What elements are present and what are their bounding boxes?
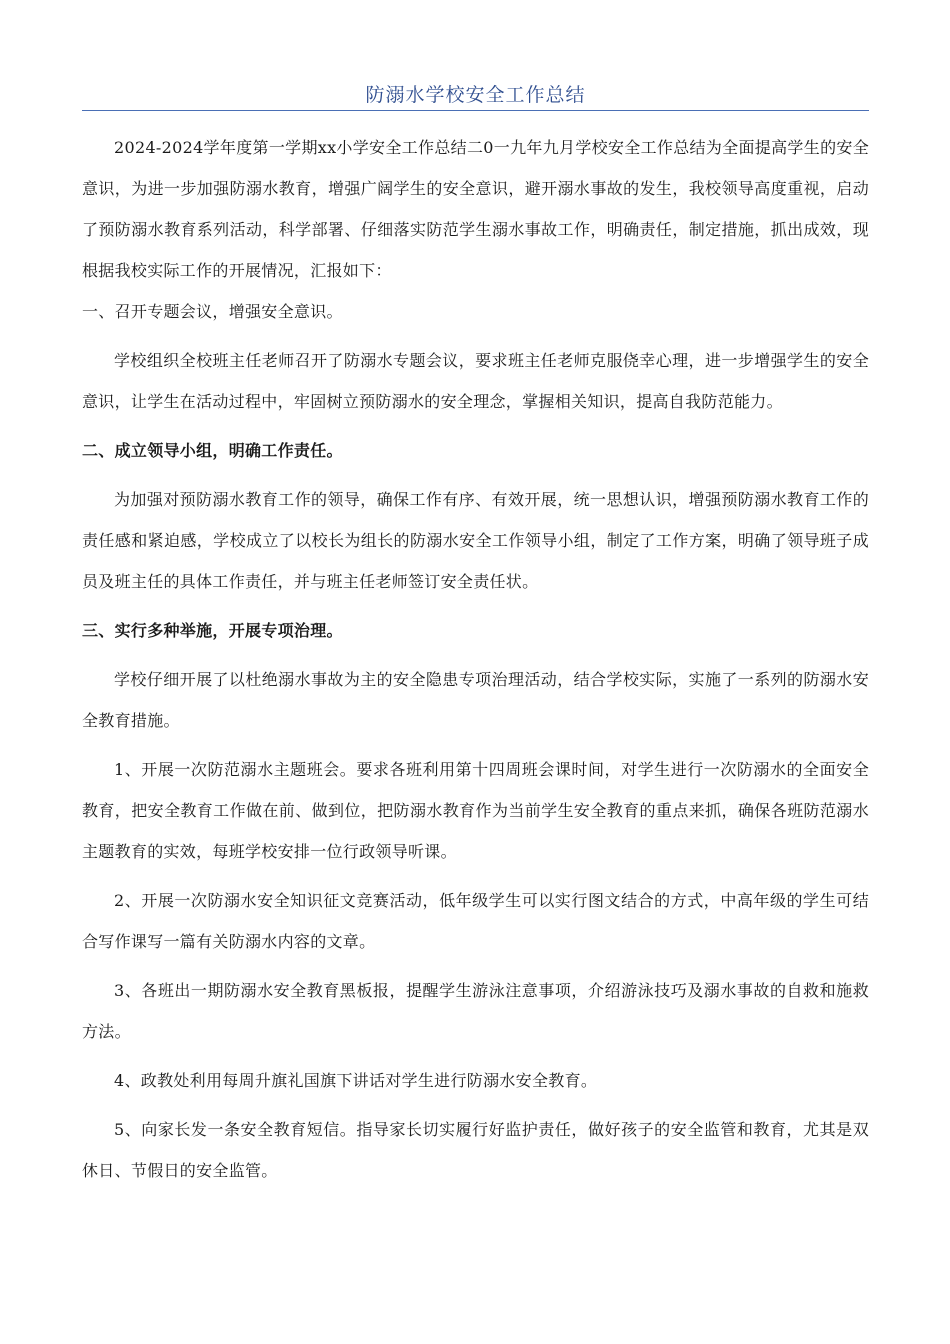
intro-paragraph: 2024-2024学年度第一学期xx小学安全工作总结二0一九年九月学校安全工作总结为全面提高学生的安全意识，为进一步加强防溺水教育，增强广阔学生的安全意识，避开溺水事故的发生，我校领导高度重视，启动了预防溺水教育系列活动，科学部署、仔细落实防范学生溺水事故工作，明确责任，制定措施，抓出成效，现根据我校实际工作的开展情况，汇报如下： [82, 138, 869, 280]
measure-item-5: 5、向家长发一条安全教育短信。指导家长切实履行好监护责任，做好孩子的安全监管和教育，尤其是双休日、节假日的安全监管。 [82, 1120, 869, 1180]
document-title: 防溺水学校安全工作总结 [365, 84, 586, 106]
section-2-paragraph: 为加强对预防溺水教育工作的领导，确保工作有序、有效开展，统一思想认识，增强预防溺水教育工作的责任感和紧迫感，学校成立了以校长为组长的防溺水安全工作领导小组，制定了工作方案，明确了领导班子成员及班主任的具体工作责任，并与班主任老师签订安全责任状。 [82, 490, 869, 591]
section-3-paragraph: 学校仔细开展了以杜绝溺水事故为主的安全隐患专项治理活动，结合学校实际，实施了一系列的防溺水安全教育措施。 [82, 670, 869, 730]
document-page [82, 0, 869, 1191]
measure-item-3: 3、各班出一期防溺水安全教育黑板报，提醒学生游泳注意事项，介绍游泳技巧及溺水事故的自救和施救方法。 [82, 981, 869, 1041]
section-heading-1: 一、召开专题会议，增强安全意识。 [82, 302, 343, 321]
section-1-paragraph: 学校组织全校班主任老师召开了防溺水专题会议，要求班主任老师克服侥幸心理，进一步增强学生的安全意识，让学生在活动过程中，牢固树立预防溺水的安全理念，掌握相关知识，提高自我防范能力。 [82, 351, 869, 411]
section-heading-2: 二、成立领导小组，明确工作责任。 [82, 441, 343, 460]
section-heading-3: 三、实行多种举施，开展专项治理。 [82, 621, 343, 640]
measure-item-1: 1、开展一次防范溺水主题班会。要求各班利用第十四周班会课时间，对学生进行一次防溺水的全面安全教育，把安全教育工作做在前、做到位，把防溺水教育作为当前学生安全教育的重点来抓，确保各班防范溺水主题教育的实效，每班学校安排一位行政领导听课。 [82, 760, 869, 861]
title-underline [82, 110, 869, 111]
measure-item-4: 4、政教处利用每周升旗礼国旗下讲话对学生进行防溺水安全教育。 [114, 1071, 598, 1090]
measure-item-2: 2、开展一次防溺水安全知识征文竞赛活动，低年级学生可以实行图文结合的方式，中高年级的学生可结合写作课写一篇有关防溺水内容的文章。 [82, 891, 869, 951]
